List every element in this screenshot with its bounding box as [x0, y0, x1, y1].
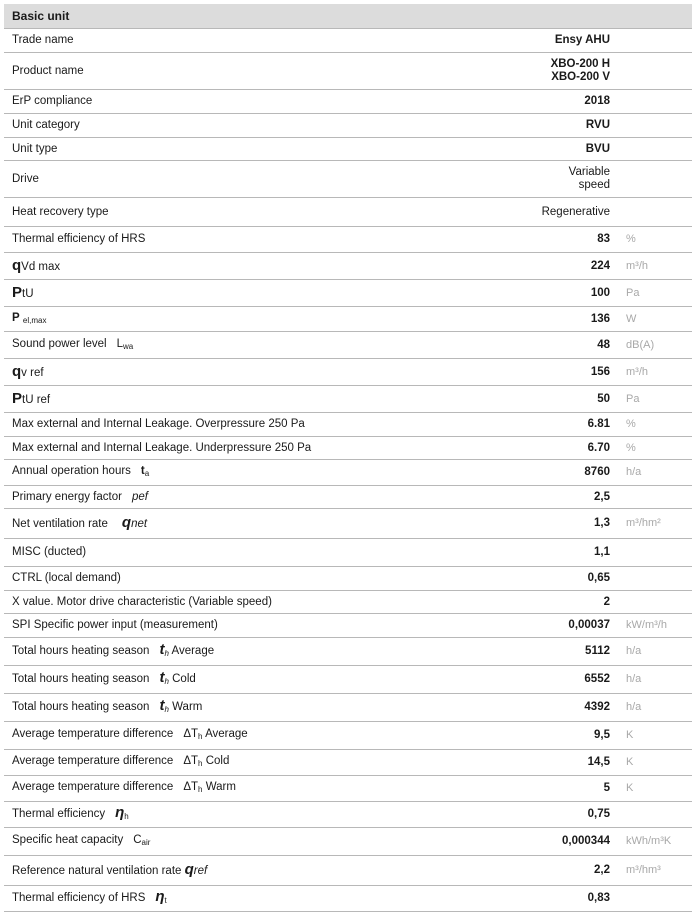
header-row	[4, 4, 692, 29]
value-eta-t: 0,83	[444, 886, 616, 912]
row-trade-name	[4, 29, 692, 53]
value-qvd-max: 224	[444, 253, 616, 280]
row-dt-average	[4, 722, 692, 750]
value-leak-over: 6.81	[444, 413, 616, 437]
label-dt-cold: Average temperature difference $\Delta T_h$ Cold	[4, 750, 444, 776]
unit-pel-max: W	[616, 307, 692, 332]
drive-line-1: Variable	[568, 166, 610, 178]
label-th-warm: Total hours heating season $t_h$ Warm	[4, 694, 444, 722]
label-dt-average: Average temperature difference $\Delta T_h$ Average	[4, 722, 444, 750]
value-ptu: 100	[444, 280, 616, 307]
row-misc	[4, 539, 692, 567]
value-pel-max: 136	[444, 307, 616, 332]
value-unit-category: RVU	[444, 114, 616, 138]
row-thermal-efficiency-hrs	[4, 227, 692, 253]
row-drive	[4, 161, 692, 198]
label-misc: MISC (ducted)	[4, 539, 444, 567]
row-annual-hours	[4, 460, 692, 486]
row-ptu-ref	[4, 386, 692, 413]
value-ctrl: 0,65	[444, 567, 616, 591]
row-pel-max	[4, 307, 692, 332]
value-misc: 1,1	[444, 539, 616, 567]
label-qvd-max: qVd max	[4, 253, 444, 280]
label-heat-recovery-type: Heat recovery type	[4, 198, 444, 227]
spec-table	[4, 4, 692, 912]
row-leak-under	[4, 437, 692, 460]
label-eta-h: Thermal efficiency $\eta_h$	[4, 802, 444, 828]
row-qvd-max	[4, 253, 692, 280]
product-name-line-2: XBO-200 V	[551, 71, 610, 83]
label-leak-under: Max external and Internal Leakage. Underpressure 250 Pa	[4, 437, 444, 460]
label-unit-type: Unit type	[4, 138, 444, 161]
value-thermal-efficiency-hrs: 83	[444, 227, 616, 253]
label-ptu-ref: PtU ref	[4, 386, 444, 413]
label-drive: Drive	[4, 161, 444, 198]
symbol-p-el: P	[12, 311, 20, 324]
label-trade-name: Trade name	[4, 29, 444, 53]
label-eta-t: Thermal efficiency of HRS $\eta_t$	[4, 886, 444, 912]
value-leak-under: 6.70	[444, 437, 616, 460]
value-x-value: 2	[444, 591, 616, 614]
row-qref	[4, 856, 692, 886]
label-unit-category: Unit category	[4, 114, 444, 138]
row-erp-compliance	[4, 90, 692, 114]
row-th-warm	[4, 694, 692, 722]
label-th-cold: Total hours heating season $t_h$ Cold	[4, 666, 444, 694]
unit-qref: m³/hm³	[616, 856, 692, 886]
value-erp-compliance: 2018	[444, 90, 616, 114]
value-ptu-ref: 50	[444, 386, 616, 413]
value-th-cold: 6552	[444, 666, 616, 694]
row-qv-ref	[4, 359, 692, 386]
label-pel-max: P el,max	[4, 307, 444, 332]
unit-th-cold: h/a	[616, 666, 692, 694]
label-erp-compliance: ErP compliance	[4, 90, 444, 114]
label-ctrl: CTRL (local demand)	[4, 567, 444, 591]
value-th-average: 5112	[444, 638, 616, 666]
row-leak-over	[4, 413, 692, 437]
value-drive	[444, 161, 616, 198]
row-qnet	[4, 509, 692, 539]
symbol-q: q	[12, 256, 22, 274]
row-unit-type	[4, 138, 692, 161]
section-title: Basic unit	[4, 4, 692, 29]
unit-annual-hours: h/a	[616, 460, 692, 486]
value-th-warm: 4392	[444, 694, 616, 722]
row-th-average	[4, 638, 692, 666]
label-c-air: Specific heat capacity $C_{air}$	[4, 828, 444, 856]
value-spi: 0,00037	[444, 614, 616, 638]
row-heat-recovery-type	[4, 198, 692, 227]
unit-th-average: h/a	[616, 638, 692, 666]
unit-dt-cold: K	[616, 750, 692, 776]
value-heat-recovery-type: Regenerative	[444, 198, 616, 227]
label-thermal-efficiency-hrs: Thermal efficiency of HRS	[4, 227, 444, 253]
value-c-air: 0,000344	[444, 828, 616, 856]
unit-spi: kW/m³/h	[616, 614, 692, 638]
value-product-name	[444, 53, 616, 90]
label-x-value: X value. Motor drive characteristic (Variable speed)	[4, 591, 444, 614]
label-th-average: Total hours heating season $t_h$ Average	[4, 638, 444, 666]
row-unit-category	[4, 114, 692, 138]
value-eta-h: 0,75	[444, 802, 616, 828]
label-product-name: Product name	[4, 53, 444, 90]
value-dt-average: 9,5	[444, 722, 616, 750]
unit-trade-name	[616, 29, 692, 53]
value-qv-ref: 156	[444, 359, 616, 386]
row-c-air	[4, 828, 692, 856]
row-ptu	[4, 280, 692, 307]
row-sound-power	[4, 332, 692, 359]
unit-th-warm: h/a	[616, 694, 692, 722]
value-annual-hours: 8760	[444, 460, 616, 486]
unit-dt-average: K	[616, 722, 692, 750]
unit-qv-ref: m³/h	[616, 359, 692, 386]
unit-thermal-efficiency-hrs: %	[616, 227, 692, 253]
row-dt-warm	[4, 776, 692, 802]
unit-sound-power: dB(A)	[616, 332, 692, 359]
unit-c-air: kWh/m³K	[616, 828, 692, 856]
value-dt-cold: 14,5	[444, 750, 616, 776]
label-qv-ref: qv ref	[4, 359, 444, 386]
value-qref: 2,2	[444, 856, 616, 886]
row-ctrl	[4, 567, 692, 591]
row-dt-cold	[4, 750, 692, 776]
label-sound-power: Sound power level $L_{wa}$	[4, 332, 444, 359]
unit-leak-under: %	[616, 437, 692, 460]
label-leak-over: Max external and Internal Leakage. Overpressure 250 Pa	[4, 413, 444, 437]
unit-dt-warm: K	[616, 776, 692, 802]
label-spi: SPI Specific power input (measurement)	[4, 614, 444, 638]
value-unit-type: BVU	[444, 138, 616, 161]
row-eta-h	[4, 802, 692, 828]
label-annual-hours: Annual operation hours $t_a$	[4, 460, 444, 486]
value-pef: 2,5	[444, 486, 616, 509]
row-pef	[4, 486, 692, 509]
drive-line-2: speed	[578, 179, 610, 191]
value-sound-power: 48	[444, 332, 616, 359]
label-qnet: Net ventilation rate qnet	[4, 509, 444, 539]
row-spi	[4, 614, 692, 638]
label-dt-warm: Average temperature difference $\Delta T_h$ Warm	[4, 776, 444, 802]
label-qref: Reference natural ventilation rate qref	[4, 856, 444, 886]
product-name-line-1: XBO-200 H	[550, 58, 610, 70]
row-th-cold	[4, 666, 692, 694]
symbol-p: P	[12, 283, 23, 301]
unit-qvd-max: m³/h	[616, 253, 692, 280]
value-qnet: 1,3	[444, 509, 616, 539]
label-pef: Primary energy factor pef	[4, 486, 444, 509]
row-eta-t	[4, 886, 692, 912]
value-trade-name: Ensy AHU	[444, 29, 616, 53]
unit-ptu: Pa	[616, 280, 692, 307]
label-ptu: PtU	[4, 280, 444, 307]
row-x-value	[4, 591, 692, 614]
unit-ptu-ref: Pa	[616, 386, 692, 413]
value-dt-warm: 5	[444, 776, 616, 802]
unit-leak-over: %	[616, 413, 692, 437]
unit-qnet: m³/hm²	[616, 509, 692, 539]
row-product-name	[4, 53, 692, 90]
